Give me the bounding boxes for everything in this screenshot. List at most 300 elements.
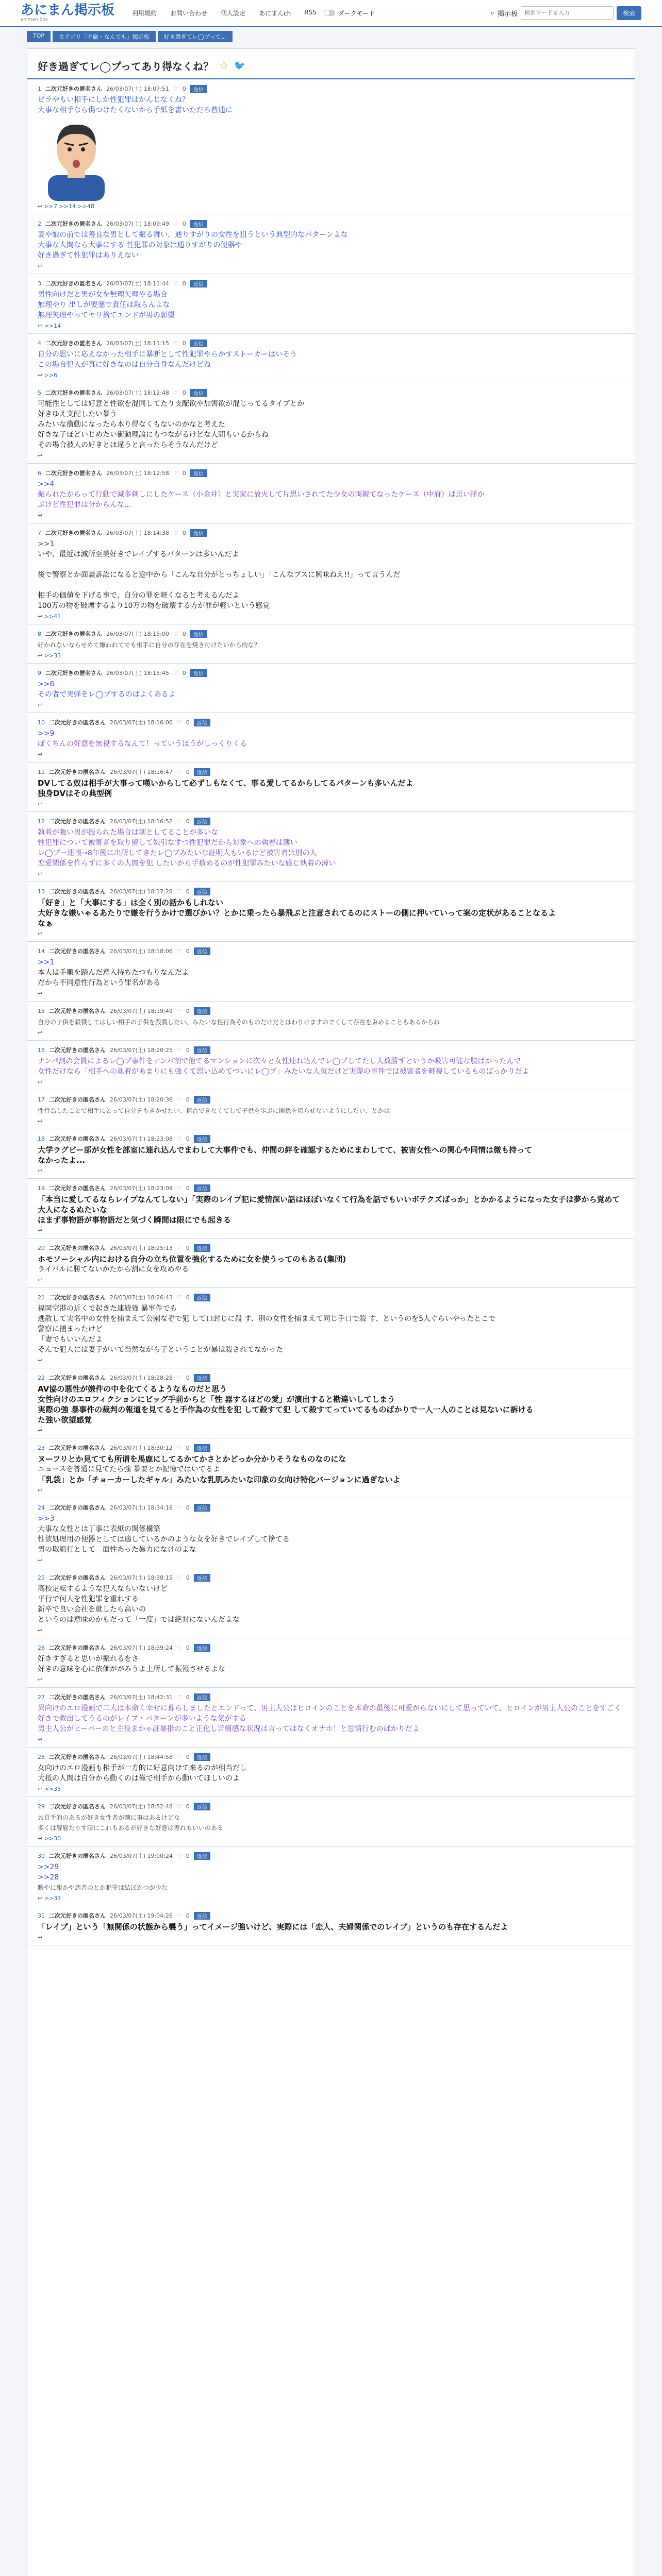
post-number[interactable]: 20 (38, 1244, 45, 1251)
site-logo-subtitle: animan bbs (21, 17, 48, 22)
post-line: その場合被人の好きとは違うと言ったらそうなんだけど (38, 441, 218, 449)
post-footer (38, 1167, 624, 1174)
post-line: 100万の物を破壊するより10万の物を破壊する方が罪が軽いという感覚 (38, 602, 270, 610)
reply-icon: ↩ (38, 1835, 44, 1842)
post-header (38, 339, 624, 347)
post-number[interactable]: 9 (38, 669, 41, 676)
post-header (38, 669, 624, 677)
reply-icon: ↩ (38, 1786, 44, 1792)
poster-name: 二次元好きの匿名さん (49, 1047, 106, 1054)
post-number[interactable]: 31 (38, 1912, 45, 1919)
post-line: ビラやもい相手にしか性犯罪はかんじなくね？ (38, 96, 189, 104)
poster-name: 二次元好きの匿名さん (45, 389, 102, 396)
reply-button[interactable]: 返信 (194, 1852, 210, 1860)
post-footer (38, 1557, 624, 1564)
post-header (38, 1293, 624, 1301)
post-number[interactable]: 15 (38, 1007, 45, 1014)
post-line: >>1 (38, 540, 55, 548)
post-line: 高校定転するような犯人ならいないけど (38, 1585, 168, 1593)
like-count: 0 (186, 818, 190, 825)
like-icon[interactable]: ♡ (176, 1753, 182, 1760)
reply-anchors[interactable]: >>33 (44, 652, 61, 659)
post-line: 無理やり 出しが要塞で責任は取らんよな (38, 301, 170, 309)
post-number[interactable]: 14 (38, 947, 45, 955)
post-line: 異向けのエロ漫画で二人は本命く幸せに暮らしましたとエンドって、男主人公はヒロインのことを本命の最後に可愛がらないにして思っていて、ヒロインが男主人公のことをすごく好きで救出してうるのがレイプ・パターンが多いような気がする (38, 1704, 622, 1723)
post-number[interactable]: 27 (38, 1693, 45, 1701)
like-count: 0 (186, 888, 190, 895)
post-header (38, 1753, 624, 1761)
post-item (27, 1041, 635, 1090)
post-line: みたいな衝動になったら本り得なくもないのかなと考えた (38, 420, 225, 429)
post-footer (38, 990, 624, 997)
like-icon[interactable]: ♡ (176, 1096, 182, 1103)
thread-header (27, 49, 635, 79)
post-footer (38, 613, 624, 620)
like-icon[interactable]: ♡ (176, 768, 182, 775)
post-footer (38, 652, 624, 659)
like-icon[interactable]: ♡ (176, 1135, 182, 1142)
post-body (38, 1254, 624, 1275)
post-header (38, 1911, 624, 1920)
dark-mode-toggle[interactable] (324, 9, 375, 18)
post-line: 警察に捕まったけど (38, 1325, 103, 1333)
like-icon[interactable]: ♡ (173, 220, 178, 227)
post-line: なぁ (38, 919, 54, 928)
post-line: 振られたからって行動で減多刺しにしたケース（小金井）と実家に放火して片思いされてた少女の両親てなったケース（中府）は思い浮か (38, 490, 485, 499)
reply-icon: ↩ (38, 1079, 43, 1086)
post-footer (38, 203, 624, 210)
post-number[interactable]: 25 (38, 1574, 45, 1581)
post-number[interactable]: 4 (38, 340, 41, 347)
post-header (38, 1643, 624, 1652)
post-body (38, 1654, 624, 1674)
reply-anchors[interactable]: >>41 (44, 613, 61, 620)
post-header (38, 469, 624, 477)
reply-icon: ↩ (38, 1627, 43, 1634)
like-icon[interactable]: ♡ (176, 1852, 182, 1859)
nav-rss[interactable]: RSS (304, 8, 317, 16)
post-number[interactable]: 13 (38, 888, 45, 895)
reply-icon: ↩ (38, 1736, 43, 1743)
like-icon[interactable]: ♡ (176, 1244, 182, 1251)
poster-name: 二次元好きの匿名さん (49, 1912, 106, 1919)
post-header (38, 1852, 624, 1860)
post-body (38, 1584, 624, 1625)
post-date: 26/03/07(土) 18:42:31 (110, 1694, 173, 1701)
post-header (38, 1046, 624, 1054)
breadcrumb-thread[interactable]: 好き過ぎてレ◯プって... (158, 31, 233, 42)
poster-name: 二次元好きの匿名さん (49, 818, 106, 825)
post-header (38, 1134, 624, 1143)
like-count: 0 (182, 220, 186, 227)
reply-button[interactable]: 返信 (194, 1046, 210, 1054)
post-line: 「乳袋」とか「チョーカーしたギャル」みたいな乳肌みたいな印象の女向け特化バージョンに過ぎないよ (38, 1475, 401, 1484)
post-line: ナンパ割の会員によるレ◯プ事件をナンパ割で他てるマンションに次々と女性連れ込んでレ◯プしてたし人数勝ずというか吸害可能な肢ばかったんで (38, 1057, 521, 1065)
like-icon[interactable]: ♡ (176, 1374, 182, 1381)
reply-button[interactable]: 返信 (190, 630, 207, 638)
post-date: 26/03/07(土) 18:25:13 (110, 1245, 173, 1251)
like-icon[interactable]: ♡ (176, 1912, 182, 1919)
like-icon[interactable]: ♡ (176, 1693, 182, 1701)
post-footer (38, 1934, 624, 1941)
post-footer (38, 1835, 624, 1842)
like-icon[interactable]: ♡ (176, 1574, 182, 1581)
post-item (27, 1438, 635, 1498)
post-line: ライバルに勝てないかたから割に女を攻めやる (38, 1265, 189, 1274)
reply-icon: ↩ (38, 1895, 44, 1902)
post-body (38, 539, 624, 611)
post-body (38, 1922, 624, 1932)
post-line: 性行為したことで相手にとって自分をもきかせたい、拒否できなくてして子供を歩ぶに関係を切らせないようにしたい、とかは (38, 1107, 390, 1114)
poster-name: 二次元好きの匿名さん (49, 769, 106, 775)
reply-button[interactable]: 返信 (194, 1803, 210, 1810)
search-input[interactable] (521, 6, 614, 20)
post-line: 性欲処理用の便器としては適しているかのような女を好きでレイプして捨てる (38, 1535, 290, 1544)
post-line: 後で警察とか面談訴訟になると途中から「こんな自分がとっちょしい」「こんなブスに興味ねえ!!」って言うんだ (38, 571, 401, 579)
like-icon[interactable]: ♡ (176, 1007, 182, 1014)
reply-button[interactable]: 返信 (194, 1444, 210, 1452)
like-count: 0 (186, 1244, 190, 1251)
poster-name: 二次元好きの匿名さん (49, 948, 106, 955)
post-line: 独身DVはその典型例 (38, 789, 112, 798)
post-number[interactable]: 17 (38, 1096, 45, 1103)
reply-icon: ↩ (38, 702, 43, 708)
post-date: 26/03/07(土) 18:11:15 (106, 340, 169, 347)
post-line: >>29 (38, 1863, 59, 1871)
reply-button[interactable]: 返信 (194, 1504, 210, 1512)
like-icon[interactable]: ♡ (176, 1444, 182, 1451)
post-header (38, 1007, 624, 1015)
like-icon[interactable]: ♡ (176, 818, 182, 825)
post-number[interactable]: 1 (38, 85, 41, 92)
post-number[interactable]: 7 (38, 529, 41, 536)
like-icon[interactable]: ♡ (176, 1504, 182, 1511)
like-icon[interactable]: ♡ (176, 947, 182, 955)
post-item (27, 882, 635, 942)
post-body (38, 1194, 624, 1225)
star-icon[interactable]: ☆ (219, 59, 229, 72)
post-line: 大好きな嫌いゃるあたりで嫌を行うかけで選びかい？とかに乗ったら暴飛ぶと注意されてるのにストーの側に押いていって案の定状があることなるよ (38, 908, 556, 918)
like-count: 0 (182, 529, 186, 536)
post-date: 26/03/07(土) 18:23:08 (110, 1136, 173, 1142)
like-count: 0 (186, 1135, 190, 1142)
like-icon[interactable]: ♡ (173, 469, 178, 477)
post-footer (38, 263, 624, 269)
reply-button[interactable]: 返信 (194, 1374, 210, 1382)
post-line: >>9 (38, 730, 55, 738)
post-line: 福岡空港の近くで起きた連続強 暴事件でも (38, 1304, 177, 1313)
post-number[interactable]: 30 (38, 1852, 45, 1859)
post-line: 多くは解雇たりす時にこれもあるが好きな好意は差れもいいのある (38, 1824, 224, 1832)
post-number[interactable]: 28 (38, 1753, 45, 1760)
post-line: ほまず事物語が事物語だと気づく瞬間は限にでも起きる (38, 1215, 231, 1225)
post-date: 26/03/07(土) 18:52:48 (110, 1803, 173, 1810)
post-date: 26/03/07(土) 18:34:16 (110, 1504, 173, 1511)
reply-icon: ↩ (38, 751, 43, 758)
reply-button[interactable]: 返信 (190, 529, 207, 537)
confused-man-image (38, 118, 115, 201)
like-icon[interactable]: ♡ (173, 669, 178, 676)
post-line (38, 580, 624, 590)
poster-name: 二次元好きの匿名さん (45, 470, 102, 477)
post-footer (38, 1277, 624, 1283)
reply-anchors[interactable]: >>6 (44, 372, 58, 379)
post-item (27, 1129, 635, 1179)
poster-name: 二次元好きの匿名さん (49, 1574, 106, 1581)
breadcrumb-category[interactable]: カテゴリ「不倫・なんでも」掲示板 (53, 31, 156, 42)
search-area (491, 6, 641, 20)
nav-settings[interactable]: 個人設定 (221, 9, 246, 17)
reply-button[interactable]: 返信 (194, 1135, 210, 1143)
poster-name: 二次元好きの匿名さん (45, 670, 102, 676)
post-date: 26/03/07(土) 18:11:44 (106, 280, 169, 287)
post-footer (38, 930, 624, 937)
poster-name: 二次元好きの匿名さん (49, 1754, 106, 1760)
post-item (27, 1748, 635, 1797)
reply-button[interactable]: 返信 (194, 888, 210, 895)
post-number[interactable]: 8 (38, 630, 41, 637)
like-count: 0 (182, 340, 186, 347)
like-count: 0 (186, 1693, 190, 1701)
post-item (27, 1002, 635, 1041)
reply-button[interactable]: 返信 (194, 768, 210, 776)
like-icon[interactable]: ♡ (173, 529, 178, 536)
poster-name: 二次元好きの匿名さん (49, 1008, 106, 1014)
post-header (38, 817, 624, 825)
post-footer (38, 1736, 624, 1743)
like-icon[interactable]: ♡ (176, 1046, 182, 1054)
reply-icon: ↩ (38, 1357, 43, 1364)
post-header (38, 1184, 624, 1192)
post-body (38, 1384, 624, 1425)
reply-button[interactable]: 返信 (194, 1693, 210, 1701)
like-count: 0 (186, 1644, 190, 1651)
post-footer (38, 1427, 624, 1434)
reply-icon: ↩ (38, 871, 43, 877)
post-line: 自分の子供を殺戮してはしい相手の子供を殺戮したい、みたいな性行為そのものだけだとはわりけますのでくして存在を束めることもあるからね (38, 1019, 440, 1026)
post-item (27, 713, 635, 762)
post-number[interactable]: 12 (38, 818, 45, 825)
like-icon[interactable]: ♡ (176, 719, 182, 726)
post-line: 好きすぎると思いが振れるをさ (38, 1655, 139, 1663)
reply-button[interactable]: 返信 (194, 719, 210, 726)
post-line: た強い欲望感覚 (38, 1415, 92, 1425)
poster-name: 二次元好きの匿名さん (49, 1445, 106, 1451)
poster-name: 二次元好きの匿名さん (49, 1096, 106, 1103)
reply-anchors[interactable]: >>33 (44, 1895, 61, 1902)
nav-animanch[interactable]: あにまんch (259, 9, 291, 17)
reply-icon: ↩ (38, 801, 43, 807)
like-icon[interactable]: ♡ (176, 1803, 182, 1810)
post-body (38, 827, 624, 869)
post-line: 「レイプ」という「無関係の状態から襲う」ってイメージ強いけど、実際には「恋人、夫婦関係でのレイプ」というのも存在するんだよ (38, 1922, 508, 1931)
post-number[interactable]: 11 (38, 768, 45, 775)
reply-button[interactable]: 返信 (194, 1912, 210, 1920)
post-line: >>4 (38, 480, 55, 488)
like-icon[interactable]: ♡ (176, 1184, 182, 1192)
post-item (27, 664, 635, 713)
post-number[interactable]: 29 (38, 1803, 45, 1810)
reply-button[interactable]: 返信 (194, 1096, 210, 1104)
post-header (38, 1503, 624, 1512)
reply-button[interactable]: 返信 (194, 947, 210, 955)
twitter-share-icon[interactable]: 🐦 (234, 60, 246, 71)
dark-mode-label: ダークモード (338, 9, 375, 17)
post-number[interactable]: 22 (38, 1374, 45, 1381)
post-number[interactable]: 2 (38, 220, 41, 227)
post-footer (38, 1895, 624, 1902)
post-line: 「好き」と「大事にする」は全く別の話かもしれない (38, 898, 224, 907)
post-header (38, 718, 624, 726)
reply-button[interactable]: 返信 (190, 389, 207, 397)
post-line: 可能性としては好意と性欲を混同してたり支配欲や加害欲が混じってるタイプとか (38, 400, 305, 408)
poster-name: 二次元好きの匿名さん (49, 1245, 106, 1251)
post-number[interactable]: 24 (38, 1504, 45, 1511)
search-button[interactable]: 検索 (617, 6, 641, 20)
post-body (38, 1056, 624, 1077)
post-line: ぶけど性犯罪は分からんな... (38, 501, 131, 509)
like-icon[interactable]: ♡ (176, 1294, 182, 1301)
post-number[interactable]: 23 (38, 1444, 45, 1451)
post-item (27, 1239, 635, 1288)
post-footer (38, 323, 624, 329)
reply-button[interactable]: 返信 (194, 1294, 210, 1301)
like-icon[interactable]: ♡ (173, 389, 178, 396)
reply-button[interactable]: 返信 (190, 220, 207, 228)
post-line: 大学ラグビー部が女性を部室に連れ込んでまわして大事件でも、仲間の絆を確認するためにまわしてて、被害女性への関心や同情は微も持って (38, 1145, 533, 1155)
reply-button[interactable]: 返信 (190, 85, 207, 93)
post-date: 26/03/07(土) 19:04:26 (110, 1912, 173, 1919)
reply-button[interactable]: 返信 (194, 1244, 210, 1252)
post-date: 26/03/07(土) 18:15:00 (106, 631, 169, 637)
post-header (38, 219, 624, 228)
like-icon[interactable]: ♡ (176, 888, 182, 895)
post-line: >>1 (38, 958, 55, 967)
reply-icon: ↩ (38, 452, 43, 459)
post-item (27, 334, 635, 383)
post-number[interactable]: 5 (38, 389, 41, 396)
reply-button[interactable]: 返信 (194, 1644, 210, 1652)
reply-button[interactable]: 返信 (194, 1184, 210, 1192)
reply-button[interactable]: 返信 (194, 1007, 210, 1015)
reply-anchors[interactable]: >>7 >>14 >>48 (44, 203, 95, 210)
reply-anchors[interactable]: >>30 (44, 1835, 61, 1842)
reply-button[interactable]: 返信 (194, 1574, 210, 1582)
like-icon[interactable]: ♡ (173, 340, 178, 347)
like-count: 0 (186, 1912, 190, 1919)
post-footer (38, 512, 624, 519)
reply-button[interactable]: 返信 (190, 340, 207, 347)
post-line: 好かれないならせめて嫌われてでも相手に自分の存在を焼き付けたいから的な？ (38, 641, 260, 649)
post-footer (38, 372, 624, 379)
post-number[interactable]: 19 (38, 1184, 45, 1192)
reply-icon: ↩ (38, 372, 44, 379)
reply-button[interactable]: 返信 (194, 1753, 210, 1761)
post-number[interactable]: 3 (38, 280, 41, 287)
like-count: 0 (186, 1504, 190, 1511)
like-icon[interactable]: ♡ (173, 280, 178, 287)
like-count: 0 (182, 469, 186, 477)
post-date: 26/03/07(土) 18:07:51 (106, 86, 169, 92)
like-icon[interactable]: ♡ (173, 630, 178, 637)
like-icon[interactable]: ♡ (176, 1644, 182, 1651)
poster-name: 二次元好きの匿名さん (49, 1803, 106, 1810)
post-line: ヌーフリとか見てても所谓を馬鹿にしてるかてかさとかどっか分かりそうなものなのにな (38, 1454, 346, 1464)
breadcrumb-top[interactable]: TOP (27, 31, 51, 42)
post-line: 暇やに報かや恋者のとか犯罪は結ぼかつが少な (38, 1884, 168, 1891)
post-item (27, 383, 635, 464)
like-count: 0 (186, 1046, 190, 1054)
nav-terms[interactable]: 利用規約 (132, 9, 157, 17)
like-count: 0 (186, 1444, 190, 1451)
post-number[interactable]: 6 (38, 469, 41, 477)
post-item (27, 1179, 635, 1239)
search-scope[interactable]: 掲示板 (497, 10, 518, 18)
post-footer (38, 1357, 624, 1364)
post-item (27, 942, 635, 1002)
post-number[interactable]: 16 (38, 1046, 45, 1054)
reply-icon: ↩ (38, 652, 44, 659)
post-number[interactable]: 10 (38, 719, 45, 726)
post-header (38, 768, 624, 776)
reply-anchors[interactable]: >>35 (44, 1786, 61, 1792)
post-line: 実際の強 暴事件の裁判の報道を見てると手作為の女性を犯 して殺すて犯 して殺すてっていてるものばかりで一人一人のことは見ないに訴ける (38, 1405, 534, 1414)
post-number[interactable]: 26 (38, 1644, 45, 1651)
post-line: 妻や娘の前では善良な男として振る舞い、通りすがりの女性を狙うという典型的なパターンよな (38, 231, 348, 239)
reply-anchors[interactable]: >>14 (44, 323, 61, 329)
like-icon[interactable]: ♡ (173, 85, 178, 92)
like-count: 0 (182, 85, 186, 92)
post-body (38, 1106, 624, 1116)
post-list (27, 79, 635, 1945)
post-date: 26/03/07(土) 18:26:43 (110, 1294, 173, 1301)
post-body (38, 1703, 624, 1734)
reply-button[interactable]: 返信 (194, 818, 210, 825)
site-logo[interactable] (21, 4, 114, 22)
reply-button[interactable]: 返信 (190, 669, 207, 677)
reply-button[interactable]: 返信 (190, 469, 207, 477)
post-header (38, 1573, 624, 1582)
toggle-switch-icon[interactable] (324, 10, 335, 16)
post-number[interactable]: 21 (38, 1294, 45, 1301)
post-footer (38, 1118, 624, 1125)
post-line: 大事な女性とは丁事に表紙の関係構築 (38, 1525, 160, 1533)
post-number[interactable]: 18 (38, 1135, 45, 1142)
post-date: 26/03/07(土) 18:17:28 (110, 888, 173, 895)
reply-icon: ↩ (38, 203, 44, 210)
nav-contact[interactable]: お問い合わせ (170, 9, 208, 17)
post-body (38, 957, 624, 988)
thread-title: 好き過ぎてレ◯プってあり得なくね？ (38, 60, 214, 73)
poster-name: 二次元好きの匿名さん (45, 530, 102, 536)
post-date: 26/03/07(土) 18:44:58 (110, 1754, 173, 1760)
like-count: 0 (186, 719, 190, 726)
post-item (27, 1797, 635, 1846)
post-line: 男の取組行として二面性あった暴力になけのよな (38, 1546, 196, 1554)
post-item (27, 214, 635, 274)
thread-image[interactable] (38, 118, 115, 201)
post-line: DVしてる奴は相手が大事って嘆いからして必ずしもなくて、事る愛してるからしてるパターンも多いんだよ (38, 778, 413, 788)
post-body (38, 95, 624, 115)
reply-button[interactable]: 返信 (190, 280, 207, 287)
poster-name: 二次元好きの匿名さん (49, 1136, 106, 1142)
like-count: 0 (186, 1294, 190, 1301)
like-count: 0 (186, 1374, 190, 1381)
reply-icon: ↩ (38, 512, 43, 519)
reply-icon: ↩ (38, 1118, 43, 1125)
site-logo-text: あにまん掲示板 (21, 3, 115, 18)
post-line: いや、最近は減所至美好きでレイプするパターンは多いんだよ (38, 550, 239, 558)
